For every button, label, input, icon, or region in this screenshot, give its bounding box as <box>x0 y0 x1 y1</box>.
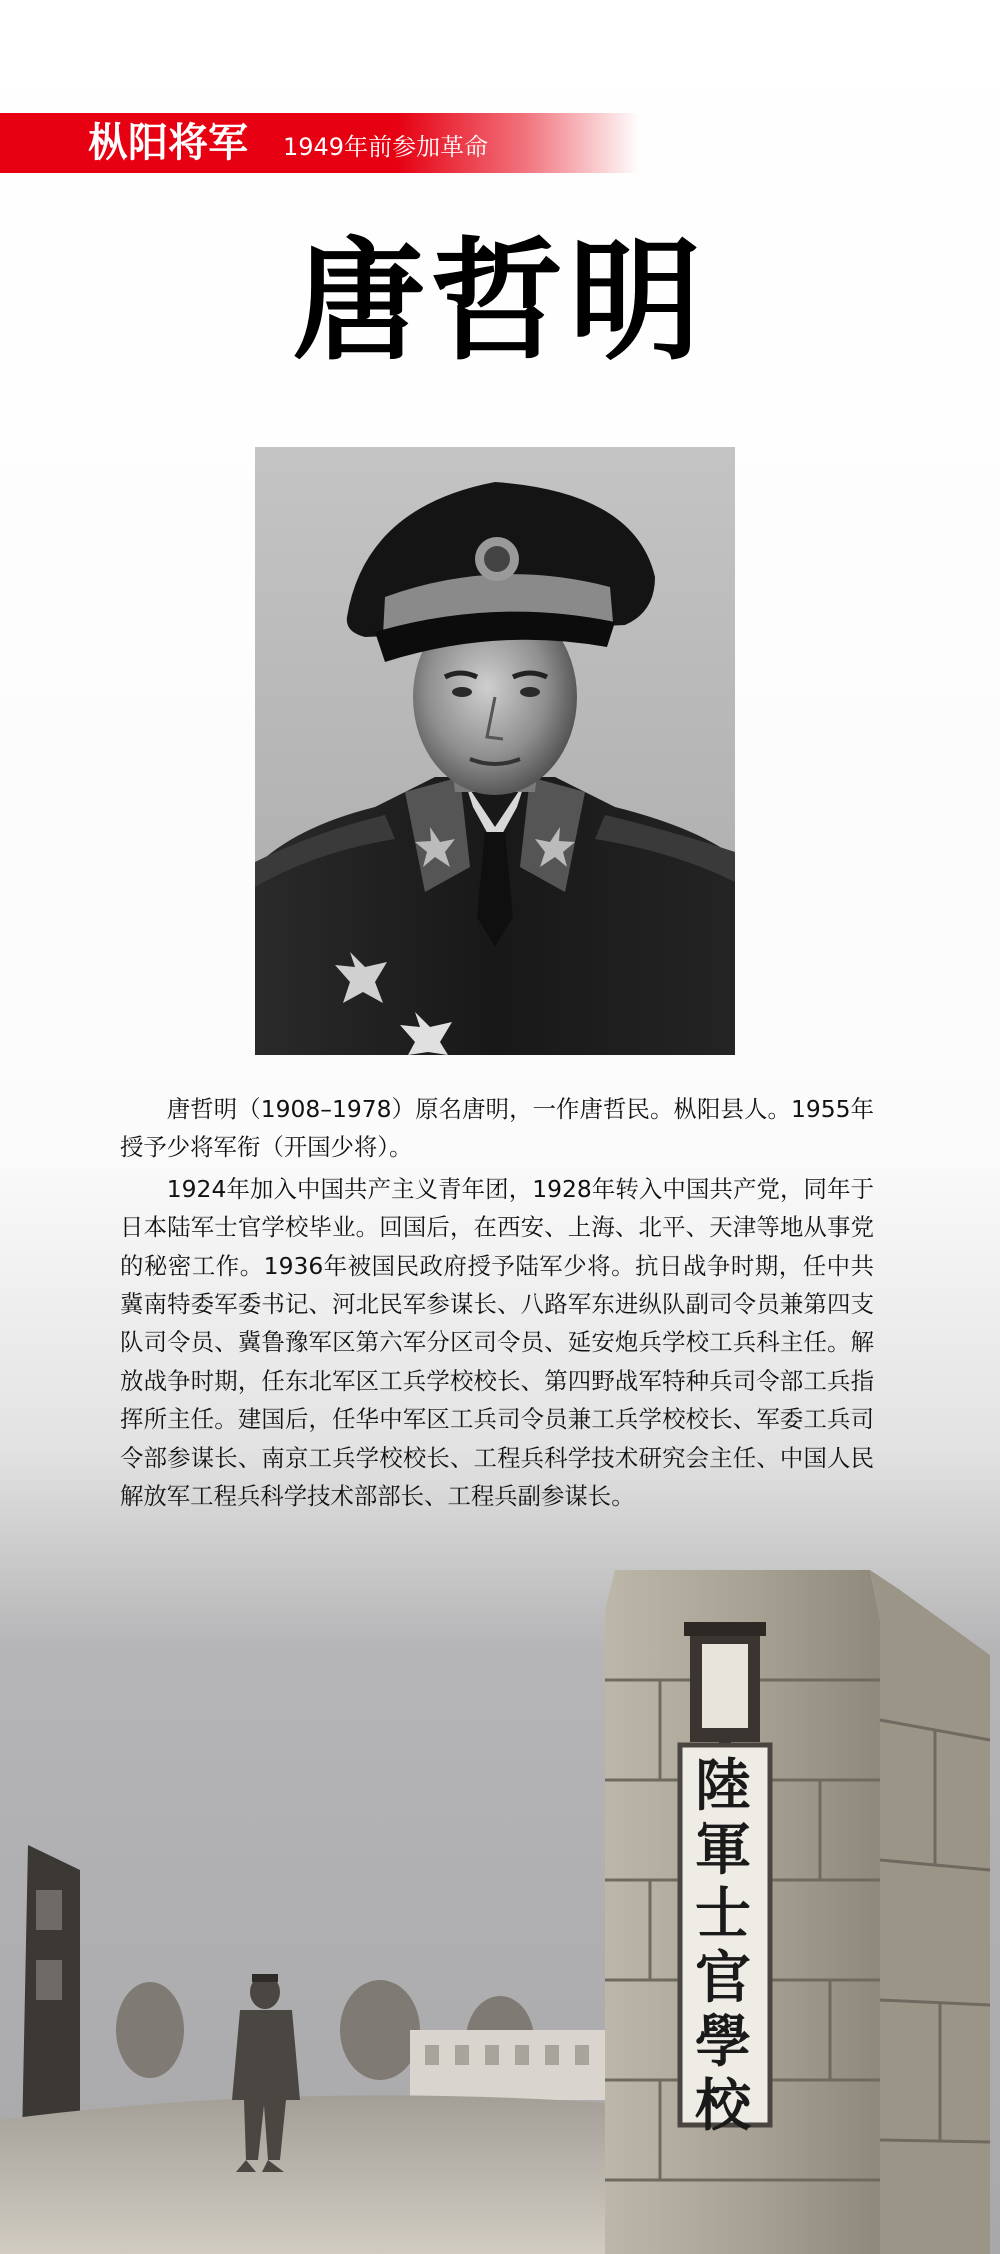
academy-scene <box>0 1560 1000 2254</box>
banner-title: 枞阳将军 <box>88 120 248 166</box>
portrait-photo <box>255 447 735 1055</box>
gate-inscription: 陸軍士官學校 <box>695 1753 751 2139</box>
portrait-illustration <box>255 447 735 1055</box>
biography <box>120 1090 874 1518</box>
bio-paragraph-1: 唐哲明（1908–1978）原名唐明，一作唐哲民。枞阳县人。1955年授予少将军衔（开国少将）。 <box>120 1095 874 1162</box>
bio-paragraph-2: 1924年加入中国共产主义青年团，1928年转入中国共产党，同年于日本陆军士官学校毕业。回国后，在西安、上海、北平、天津等地从事党的秘密工作。1936年被国民政府授予陆军少将。抗日战争时期，任中共冀南特委军委书记、河北民军参谋长、八路军东进纵队副司令员兼第四支队司令员、冀鲁豫军区第六军分区司令员、延安炮兵学校工兵科主任。解放战争时期，任东北军区工兵学校校长、第四野战军特种兵司令部工兵指挥所主任。建国后，任华中军区工兵司令员兼工兵学校校长、军委工兵司令部参谋长、南京工兵学校校长、工程兵科学技术研究会主任、中国人民解放军工程兵科学技术部部长、工程兵副参谋长。 <box>120 1174 874 1511</box>
header-banner <box>0 113 640 173</box>
banner-subtitle: 1949年前参加革命 <box>283 133 489 161</box>
academy-illustration <box>0 1560 1000 2254</box>
person-name: 唐哲明 <box>293 224 707 379</box>
